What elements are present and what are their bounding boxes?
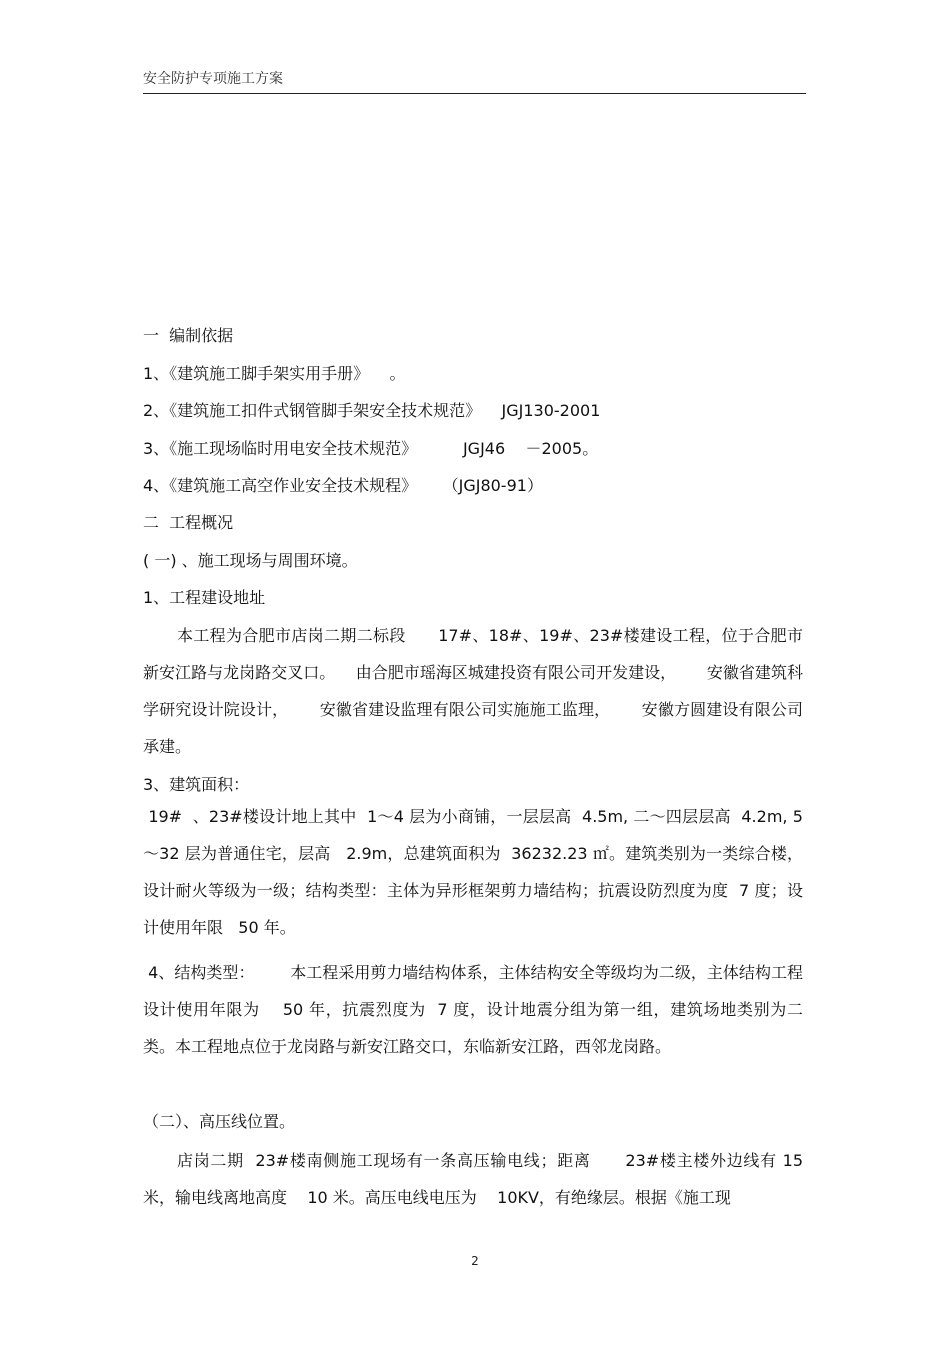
reference-item-3: 3、《施工现场临时用电安全技术规范》 JGJ46 －2005。 bbox=[143, 439, 599, 458]
paragraph-building-area: 19# 、23#楼设计地上其中 1～4 层为小商铺，一层层高 4.5m, 二～四层层高 4.2m, 5～32 层为普通住宅，层高 2.9m，总建筑面积为 36232.23 ㎡。建筑类别为一类综合楼，设计耐火等级为一级；结构类型：主体为异形框架剪力墙结构；抗震设防烈度为度 7 度；设计使用年限 50 年。 bbox=[143, 807, 803, 937]
section-heading-basis: 一 编制依据 bbox=[143, 326, 234, 345]
subsection-heading-high-voltage: （二）、高压线位置。 bbox=[143, 1112, 296, 1131]
page-number: 2 bbox=[471, 1254, 479, 1268]
reference-item-4: 4、《建筑施工高空作业安全技术规程》 （JGJ80-91） bbox=[143, 476, 543, 495]
reference-item-2: 2、《建筑施工扣件式钢管脚手架安全技术规范》 JGJ130-2001 bbox=[143, 401, 601, 420]
paragraph-high-voltage: 店岗二期 23#楼南侧施工现场有一条高压输电线；距离 23#楼主楼外边线有 15 米，输电线离地高度 10 米。高压电线电压为 10KV，有绝缘层。根据《施工现 bbox=[143, 1151, 809, 1207]
running-header: 安全防护专项施工方案 bbox=[143, 71, 283, 87]
subsection-heading-site: ( 一) 、施工现场与周围环境。 bbox=[143, 551, 358, 570]
reference-item-1: 1、《建筑施工脚手架实用手册》 。 bbox=[143, 364, 406, 383]
paragraph-project-intro: 本工程为合肥市店岗二期二标段 17#、18#、19#、23#楼建设工程，位于合肥市新安江路与龙岗路交叉口。 由合肥市瑶海区城建投资有限公司开发建设， 安徽省建筑科学研究设计院设计， 安徽省建设监理有限公司实施施工监理， 安徽方圆建设有限公司承建。 bbox=[143, 626, 803, 756]
paragraph-structure-type: 4、结构类型： 本工程采用剪力墙结构体系，主体结构安全等级均为二级，主体结构工程设计使用年限为 50 年，抗震烈度为 7 度，设计地震分组为第一组，建筑场地类别为二类。本工程地点位于龙岗路与新安江路交口，东临新安江路，西邻龙岗路。 bbox=[143, 963, 803, 1056]
header-rule bbox=[143, 93, 806, 94]
item-heading-address: 1、工程建设地址 bbox=[143, 588, 266, 607]
item-heading-area: 3、建筑面积： bbox=[143, 775, 250, 794]
section-heading-overview: 二 工程概况 bbox=[143, 513, 234, 532]
